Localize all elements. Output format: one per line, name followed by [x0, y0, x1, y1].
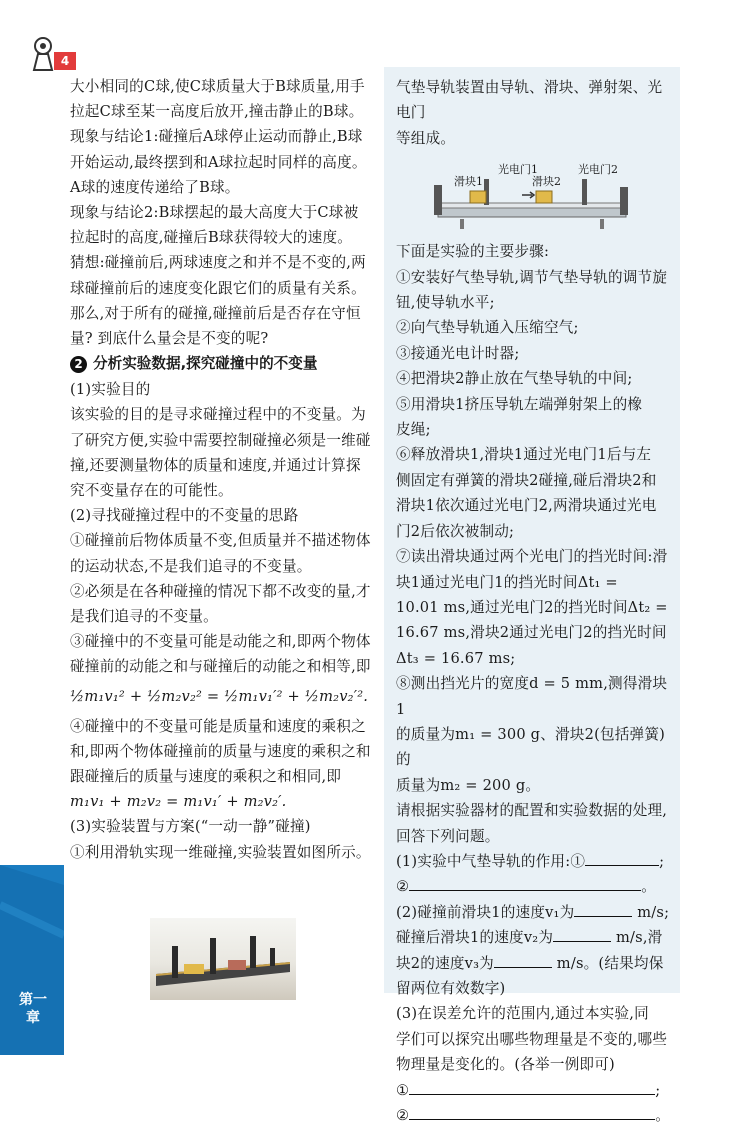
apparatus-photo: [150, 918, 296, 1000]
q2-answer-blank-v3[interactable]: [494, 951, 552, 968]
text-line: 门2后依次被制动;: [396, 522, 515, 540]
text-line: (1)实验目的: [70, 381, 151, 399]
q3-a-prefix: ①: [396, 1081, 410, 1099]
q3-a-end: ;: [655, 1081, 661, 1099]
diagram-label-slider1: 滑块1: [454, 175, 483, 189]
q3-answer-blank-b[interactable]: [409, 1103, 655, 1120]
text-line: 那么,对于所有的碰撞,碰撞前后是否存在守恒: [70, 304, 361, 322]
text-line: 和,即两个物体碰撞前的质量与速度的乘积之和: [70, 742, 371, 760]
text-line: 侧固定有弹簧的滑块2碰撞,碰后滑块2和: [396, 471, 657, 489]
chapter-sidebar: [0, 865, 64, 1055]
text-line: 拉起时的高度,碰撞后B球获得较大的速度。: [70, 229, 353, 247]
section-heading: [70, 351, 386, 377]
text-line: 球碰撞前后的速度变化跟它们的质量有关系。: [70, 279, 366, 297]
q2-line2-prefix: 碰撞后滑块1的速度v₂为: [396, 929, 554, 947]
question-3-answer-b: [396, 1103, 672, 1128]
q2-answer-blank-v1[interactable]: [574, 900, 632, 917]
text-line: 跟碰撞后的质量与速度的乘积之和相同,即: [70, 768, 342, 786]
air-track-diagram: [432, 157, 632, 233]
text-line: 等组成。: [396, 129, 456, 147]
text-line: ②必须是在各种碰撞的情况下都不改变的量,才: [70, 582, 371, 600]
text-line: 是我们追寻的不变量。: [70, 608, 218, 626]
q1-second-end: 。: [641, 878, 657, 896]
q1-end: ;: [659, 852, 665, 870]
text-line: 质量为m₂ = 200 g。: [396, 776, 541, 794]
text-line: 现象与结论1:碰撞后A球停止运动而静止,B球: [70, 128, 363, 146]
momentum-formula: m₁v₁ + m₂v₂ = m₁v₁′ + m₂v₂′.: [70, 793, 287, 811]
q2-line3-prefix: 块2的速度v₃为: [396, 954, 494, 972]
text-line: 量? 到底什么量会是不变的呢?: [70, 330, 269, 348]
text-line: ①安装好气垫导轨,调节气垫导轨的调节旋: [396, 268, 668, 286]
question-1-line-2: [396, 874, 672, 899]
text-line: 留两位有效数字): [396, 980, 506, 997]
text-line: 滑块1依次通过光电门2,两滑块通过光电: [396, 497, 657, 515]
text-line: 该实验的目的是寻求碰撞过程中的不变量。为: [70, 406, 366, 424]
text-line: 现象与结论2:B球摆起的最大高度大于C球被: [70, 204, 359, 222]
question-2-line-2: [396, 925, 672, 950]
text-line: ⑤用滑块1挤压导轨左端弹射架上的橡: [396, 395, 643, 413]
text-line: 物理量是变化的。(各举一例即可): [396, 1056, 615, 1074]
q2-line1-prefix: (2)碰撞前滑块1的速度v₁为: [396, 903, 575, 921]
diagram-label-slider2: 滑块2: [532, 175, 561, 189]
text-line: 开始运动,最终摆到和A球拉起时同样的高度。: [70, 153, 367, 171]
chapter-label: 第一章: [19, 992, 47, 1026]
text-line: 10.01 ms,通过光电门2的挡光时间Δt₂ =: [396, 598, 668, 616]
text-line: ②向气垫导轨通入压缩空气;: [396, 319, 579, 337]
text-line: 撞,还要测量物体的质量和速度,并通过计算探: [70, 456, 361, 474]
text-line: 请根据实验器材的配置和实验数据的处理,: [396, 802, 668, 820]
text-line: 拉起C球至某一高度后放开,撞击静止的B球。: [70, 103, 364, 121]
q2-line2-unit: m/s,滑: [615, 929, 663, 947]
text-line: (3)在误差允许的范围内,通过本实验,同: [396, 1005, 649, 1023]
q2-answer-blank-v2[interactable]: [553, 925, 611, 942]
text-line: 块1通过光电门1的挡光时间Δt₁ =: [396, 573, 618, 591]
q1-second-prefix: ②: [396, 878, 410, 896]
q2-line3-unit: m/s。(结果均保: [556, 954, 664, 972]
right-column: [384, 67, 680, 1125]
text-line: ①碰撞前后物体质量不变,但质量并不描述物体: [70, 532, 371, 550]
text-line: 下面是实验的主要步骤:: [396, 243, 550, 261]
question-2-line-3: [396, 951, 672, 976]
question-1-line: [396, 849, 672, 874]
text-line: 学们可以探究出哪些物理量是不变的,哪些: [396, 1030, 668, 1048]
q1-answer-blank-2[interactable]: [409, 874, 641, 891]
text-line: ④碰撞中的不变量可能是质量和速度的乘积之: [70, 717, 366, 735]
text-line: 猜想:碰撞前后,两球速度之和并不是不变的,两: [70, 254, 366, 272]
text-line: 16.67 ms,滑块2通过光电门2的挡光时间: [396, 624, 667, 642]
text-line: 气垫导轨装置由导轨、滑块、弹射架、光电门: [396, 79, 663, 122]
text-line: ④把滑块2静止放在气垫导轨的中间;: [396, 370, 633, 388]
energy-formula: ½m₁v₁² + ½m₂v₂² = ½m₁v₁′² + ½m₂v₂′².: [70, 687, 369, 705]
q3-answer-blank-a[interactable]: [409, 1078, 655, 1095]
book-logo-icon: [30, 36, 56, 72]
section-number-badge: 2: [70, 356, 87, 373]
q3-b-prefix: ②: [396, 1107, 410, 1125]
text-line: 究不变量存在的可能性。: [70, 482, 233, 500]
text-line: 皮绳;: [396, 421, 431, 439]
text-line: ⑦读出滑块通过两个光电门的挡光时间:滑: [396, 548, 668, 566]
text-line: 回答下列问题。: [396, 827, 500, 845]
text-line: A球的速度传递给了B球。: [70, 178, 240, 196]
q1-answer-blank-1[interactable]: [585, 849, 659, 866]
text-line: 的运动状态,不是我们追寻的不变量。: [70, 557, 312, 575]
text-line: (2)寻找碰撞过程中的不变量的思路: [70, 507, 299, 525]
q1-prefix: (1)实验中气垫导轨的作用:①: [396, 852, 586, 870]
text-line: 碰撞前的动能之和与碰撞后的动能之和相等,即: [70, 658, 371, 676]
text-line: ③接通光电计时器;: [396, 344, 520, 362]
text-line: 了研究方便,实验中需要控制碰撞必须是一维碰: [70, 431, 371, 449]
diagram-label-gate1: 光电门1: [498, 163, 538, 177]
page-number: 4: [54, 52, 76, 70]
question-3-answer-a: [396, 1078, 672, 1103]
text-line: 大小相同的C球,使C球质量大于B球质量,用手: [70, 78, 365, 95]
question-2-line-1: [396, 900, 672, 925]
text-line: ⑥释放滑块1,滑块1通过光电门1后与左: [396, 446, 652, 464]
text-line: ③碰撞中的不变量可能是动能之和,即两个物体: [70, 633, 371, 651]
q2-line1-unit: m/s;: [637, 903, 670, 921]
left-column: [70, 74, 386, 865]
text-line: 钮,使导轨水平;: [396, 294, 495, 312]
q3-b-end: 。: [655, 1107, 671, 1125]
text-line: (3)实验装置与方案(“一动一静”碰撞): [70, 818, 311, 836]
text-line: ①利用滑轨实现一维碰撞,实验装置如图所示。: [70, 843, 371, 861]
text-line: Δt₃ = 16.67 ms;: [396, 649, 516, 667]
text-line: 的质量为m₁ = 300 g、滑块2(包括弹簧)的: [396, 725, 666, 769]
text-line: ⑧测出挡光片的宽度d = 5 mm,测得滑块1: [396, 675, 668, 718]
diagram-label-gate2: 光电门2: [578, 163, 618, 177]
section-title: 分析实验数据,探究碰撞中的不变量: [93, 355, 318, 373]
